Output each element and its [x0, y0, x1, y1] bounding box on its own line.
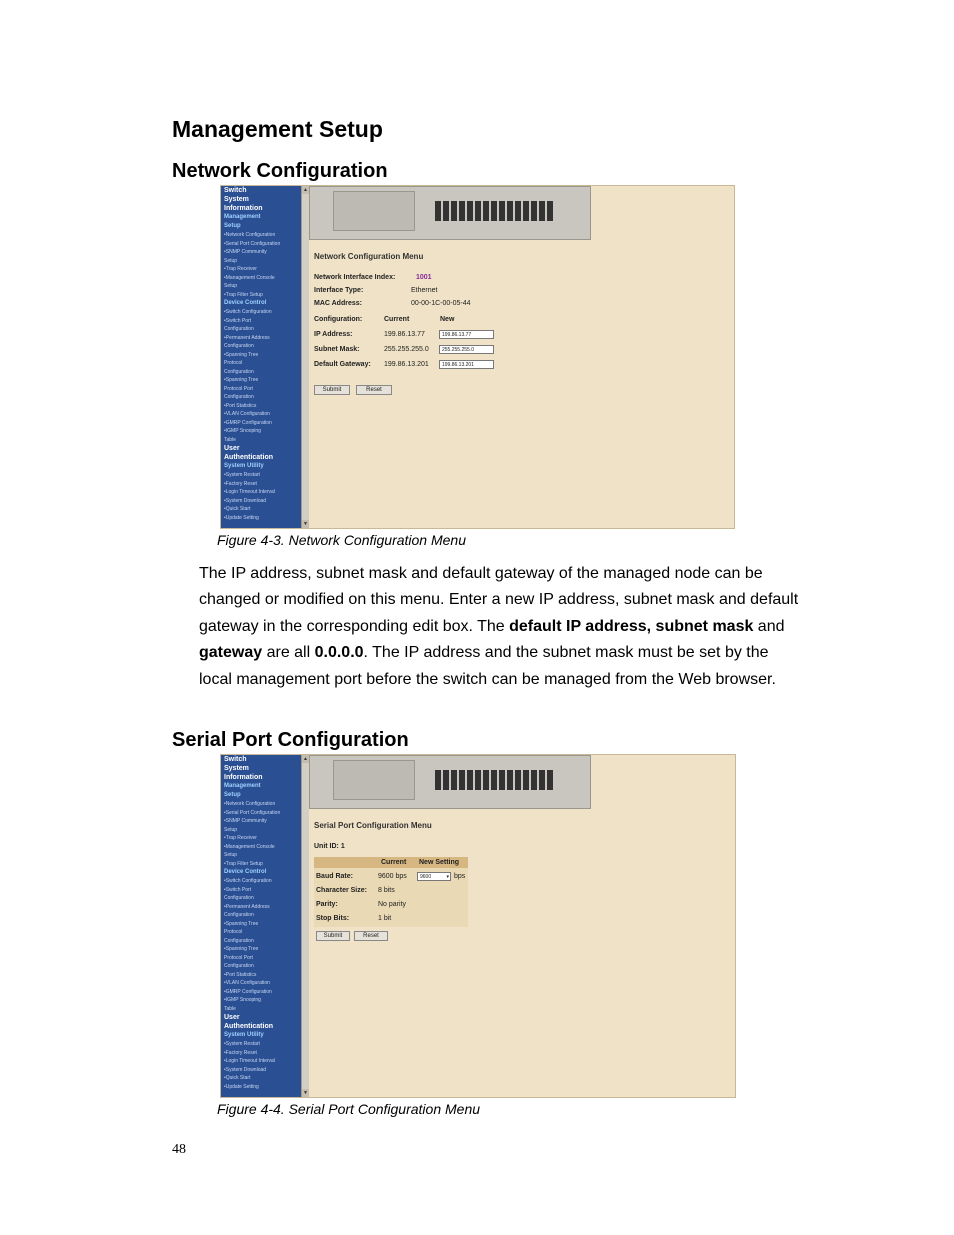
nav-item[interactable]: Authentication: [224, 1023, 273, 1030]
stop-label: Stop Bits:: [316, 915, 350, 922]
nav-item[interactable]: Protocol Port: [224, 385, 253, 392]
nav-item[interactable]: Configuration: [224, 368, 254, 375]
col-config: Configuration:: [314, 316, 363, 323]
nav-item[interactable]: •Serial Port Configuration: [224, 809, 281, 816]
nav-item[interactable]: •System Restart: [224, 1041, 260, 1047]
nav-item[interactable]: Device Control: [224, 300, 267, 306]
nav-item[interactable]: Configuration: [224, 394, 254, 400]
parity-label: Parity:: [316, 901, 338, 908]
nav-item[interactable]: •Switch Configuration: [224, 878, 272, 884]
para-bold-1: default IP address, subnet mask: [509, 617, 754, 635]
baud-unit: bps: [454, 873, 466, 880]
nav-item[interactable]: •Switch Configuration: [224, 309, 272, 315]
nav-item[interactable]: Information: [224, 774, 263, 781]
nav-item[interactable]: Switch: [224, 187, 247, 194]
nav-item[interactable]: Authentication: [224, 454, 273, 461]
nav-item[interactable]: •System Restart: [224, 472, 260, 478]
gw-label: Default Gateway:: [314, 361, 371, 368]
nav-item[interactable]: Setup: [224, 283, 238, 289]
nav-item[interactable]: •Update Setting: [224, 1083, 259, 1090]
scrollbar[interactable]: [301, 186, 309, 528]
nav-item[interactable]: Management: [224, 783, 261, 789]
nav-item[interactable]: •IGMP Snooping: [224, 997, 261, 1003]
nav-item[interactable]: Table: [224, 436, 236, 443]
col-current: Current: [381, 859, 407, 866]
nav-item[interactable]: Setup: [224, 257, 238, 264]
para-bold-2: gateway: [199, 644, 263, 662]
col-new: New: [440, 316, 455, 323]
char-value: 8 bits: [378, 887, 395, 894]
nav-item[interactable]: Protocol: [224, 360, 243, 366]
switch-ports-image: [435, 770, 555, 790]
nav-item[interactable]: Device Control: [224, 869, 267, 875]
type-value: Ethernet: [411, 287, 438, 294]
nav-item[interactable]: •Network Configuration: [224, 801, 276, 807]
switch-ports-image: [435, 201, 555, 221]
nav-item[interactable]: •IGMP Snooping: [224, 428, 261, 434]
index-value: 1001: [416, 274, 432, 281]
nav-list: [224, 186, 296, 522]
scroll-down-icon[interactable]: ▼: [303, 521, 308, 527]
scroll-up-icon[interactable]: ▲: [303, 187, 308, 193]
nav-item[interactable]: •Login Timeout Interval: [224, 489, 275, 495]
nav-list: [224, 755, 296, 1091]
nav-item[interactable]: Setup: [224, 792, 241, 798]
col-current: Current: [384, 316, 410, 323]
nav-item[interactable]: •Trap Receiver: [224, 835, 257, 841]
nav-item[interactable]: •Permanent Address: [224, 903, 270, 910]
nav-item[interactable]: Protocol: [224, 929, 243, 935]
section-heading-serial: Serial Port Configuration: [172, 729, 409, 751]
nav-item[interactable]: •Quick Start: [224, 1075, 251, 1081]
net-content: [314, 252, 423, 261]
serial-form: [314, 843, 614, 1043]
baud-select[interactable]: [417, 872, 451, 881]
nav-item[interactable]: •Trap Filter Setup: [224, 860, 263, 867]
index-label: Network Interface Index:: [314, 274, 396, 281]
nav-item[interactable]: •Port Statistics: [224, 402, 257, 409]
ip-current: 199.86.13.77: [384, 331, 425, 338]
nav-item[interactable]: Configuration: [224, 343, 254, 349]
baud-current: 9600 bps: [378, 873, 407, 880]
nav-item[interactable]: •Spanning Tree: [224, 351, 259, 358]
nav-item[interactable]: Management: [224, 214, 261, 220]
para-text-3: are all: [262, 644, 315, 662]
nav-item[interactable]: •Permanent Address: [224, 334, 270, 341]
nav-item[interactable]: •SNMP Community: [224, 249, 267, 255]
nav-item[interactable]: Switch: [224, 756, 247, 763]
nav-item[interactable]: •Trap Receiver: [224, 266, 257, 272]
parity-value: No parity: [378, 901, 407, 908]
nav-item[interactable]: •Management Console: [224, 274, 275, 281]
section-heading-network: Network Configuration: [172, 160, 388, 182]
nav-item[interactable]: User: [224, 445, 240, 452]
switch-banner: [309, 186, 591, 240]
baud-select-value: 9600: [420, 874, 432, 880]
ip-input[interactable]: 199.86.13.77: [439, 330, 494, 339]
reset-button[interactable]: Reset: [354, 931, 388, 941]
switch-panel-image: [333, 191, 415, 231]
figure-caption-2: Figure 4-4. Serial Port Configuration Menu: [217, 1101, 481, 1117]
nav-item[interactable]: •Factory Reset: [224, 1049, 257, 1056]
mac-label: MAC Address:: [314, 300, 362, 307]
nav-item[interactable]: •Trap Filter Setup: [224, 291, 263, 298]
nav-item[interactable]: System: [224, 765, 249, 772]
page-heading: Management Setup: [172, 116, 383, 142]
nav-sidebar: [221, 755, 301, 1097]
chevron-down-icon[interactable]: ▾: [446, 874, 449, 880]
nav-item[interactable]: •SNMP Community: [224, 818, 267, 824]
para-bold-3: 0.0.0.0: [314, 644, 364, 662]
nav-item[interactable]: •Switch Port: [224, 886, 252, 893]
nav-item[interactable]: •System Download: [224, 1066, 267, 1073]
nav-item[interactable]: •Switch Port: [224, 317, 252, 324]
nav-item[interactable]: •Update Setting: [224, 514, 259, 521]
nav-item[interactable]: System Utility: [224, 463, 264, 469]
nav-item[interactable]: •VLAN Configuration: [224, 411, 270, 417]
nav-sidebar: [221, 186, 301, 528]
reset-button[interactable]: Reset: [356, 385, 392, 395]
switch-panel-image: [333, 760, 415, 800]
net-form: [314, 274, 614, 474]
nav-item[interactable]: •Login Timeout Interval: [224, 1058, 275, 1064]
nav-item[interactable]: •System Download: [224, 497, 267, 504]
nav-item[interactable]: •Network Configuration: [224, 232, 276, 238]
net-menu-title: Network Configuration Menu: [314, 252, 424, 261]
gw-current: 199.86.13.201: [384, 361, 429, 368]
nav-item[interactable]: Information: [224, 205, 263, 212]
serial-menu-title: Serial Port Configuration Menu: [314, 821, 432, 830]
nav-item[interactable]: •Quick Start: [224, 506, 251, 512]
scroll-down-icon[interactable]: ▼: [303, 1090, 308, 1096]
gw-input[interactable]: 199.86.13.201: [439, 360, 494, 369]
body-paragraph: [199, 561, 799, 693]
char-label: Character Size:: [316, 887, 367, 894]
para-text-4: . The IP address and the subnet mask must be set by the local management port before the switch can be managed from the Web browser.: [199, 644, 776, 688]
para-text-1: The IP address, subnet mask and default gateway of the managed node can be changed or modified on this menu. Enter a new IP address, subnet mask and default gateway in the corresponding edit box. The: [199, 565, 799, 635]
nav-item[interactable]: •Spanning Tree: [224, 920, 259, 927]
nav-item[interactable]: Configuration: [224, 912, 254, 918]
nav-item[interactable]: Configuration: [224, 937, 254, 944]
nav-item[interactable]: •Port Statistics: [224, 971, 257, 978]
nav-item[interactable]: System Utility: [224, 1032, 264, 1038]
nav-item[interactable]: •GMRP Configuration: [224, 419, 272, 426]
nav-item[interactable]: Protocol Port: [224, 954, 253, 961]
nav-item[interactable]: Configuration: [224, 895, 254, 901]
nav-item[interactable]: User: [224, 1014, 240, 1021]
nav-item[interactable]: •Factory Reset: [224, 480, 257, 487]
network-config-screenshot: [220, 185, 735, 529]
nav-item[interactable]: •VLAN Configuration: [224, 980, 270, 986]
page-number: 48: [172, 1142, 186, 1157]
scroll-up-icon[interactable]: ▲: [303, 756, 308, 762]
nav-item[interactable]: •Serial Port Configuration: [224, 240, 281, 247]
mask-input[interactable]: 255.255.255.0: [439, 345, 494, 354]
nav-item[interactable]: •Spanning Tree: [224, 377, 259, 383]
stop-value: 1 bit: [378, 915, 392, 922]
nav-item[interactable]: Configuration: [224, 963, 254, 969]
nav-item[interactable]: Table: [224, 1005, 236, 1012]
nav-item[interactable]: Setup: [224, 852, 238, 858]
mask-label: Subnet Mask:: [314, 346, 360, 353]
serial-content: [314, 821, 432, 830]
nav-item[interactable]: •GMRP Configuration: [224, 988, 272, 995]
ip-label: IP Address:: [314, 331, 353, 338]
nav-item[interactable]: Configuration: [224, 326, 254, 332]
baud-label: Baud Rate:: [316, 873, 353, 880]
figure-caption-1: Figure 4-3. Network Configuration Menu: [217, 532, 467, 548]
nav-item[interactable]: Setup: [224, 826, 238, 833]
nav-item[interactable]: •Spanning Tree: [224, 946, 259, 952]
type-label: Interface Type:: [314, 287, 364, 294]
submit-button[interactable]: Submit: [314, 385, 350, 395]
unit-label: Unit ID: 1: [314, 843, 345, 850]
switch-banner: [309, 755, 591, 809]
mac-value: 00-00-1C-00-05-44: [411, 300, 471, 307]
serial-config-screenshot: [220, 754, 736, 1098]
para-text-2: and: [753, 617, 785, 635]
submit-button[interactable]: Submit: [316, 931, 350, 941]
nav-item[interactable]: System: [224, 196, 249, 203]
scrollbar[interactable]: [301, 755, 309, 1097]
nav-item[interactable]: Setup: [224, 223, 241, 229]
mask-current: 255.255.255.0: [384, 346, 429, 353]
nav-item[interactable]: •Management Console: [224, 843, 275, 850]
col-new-setting: New Setting: [419, 859, 460, 866]
